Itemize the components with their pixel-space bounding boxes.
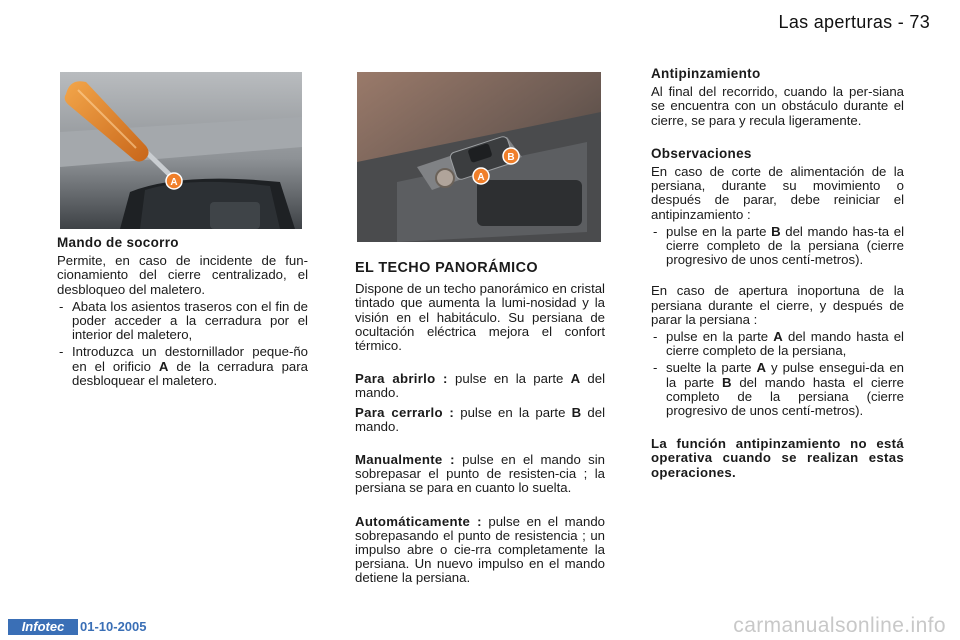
part-letter: B	[771, 223, 781, 239]
paragraph: Permite, en caso de incidente de fun-cionamiento del cierre centralizado, el desbloqueo del maletero.	[57, 253, 308, 297]
anti-pinch-section	[651, 67, 904, 480]
open-text: pulse en la parte	[447, 371, 571, 387]
close-label: Para cerrarlo :	[355, 404, 455, 420]
list-item-text: pulse en la parte	[666, 329, 774, 345]
list-item-text: suelte la parte	[666, 360, 757, 376]
list-dash: -	[59, 298, 64, 314]
list-dash: -	[653, 329, 658, 345]
list-dash: -	[653, 223, 658, 239]
list-item	[651, 225, 904, 268]
part-letter: A	[756, 360, 766, 376]
manual-text: pulse en el mando sin sobrepasar el punto de resisten-cia ; la persiana se para en cuanto lo suelta.	[355, 452, 605, 496]
page-title: Las aperturas - 73	[778, 12, 930, 32]
open-label: Para abrirlo :	[355, 371, 448, 387]
list-item	[651, 330, 904, 358]
label-b-marker: B	[507, 152, 515, 163]
auto-instruction	[355, 515, 605, 586]
list-item	[57, 300, 308, 343]
panoramic-roof-section	[355, 261, 605, 586]
open-instruction	[355, 372, 605, 400]
section-heading: Antipinzamiento	[651, 66, 761, 81]
infotec-logo: Infotec	[8, 619, 78, 635]
list-item-text: del mando hasta el cierre completo de la persiana (cierre progresivo de unos centí-metros).	[666, 374, 904, 419]
warning-note: La función antipinzamiento no está operativa cuando se realizan estas operaciones.	[651, 436, 904, 480]
list-item	[651, 361, 904, 418]
list-item-text: Abata los asientos traseros con el fin de poder acceder a la cerradura por el interior del maletero,	[72, 298, 308, 343]
paragraph: En caso de apertura inoportuna de la persiana durante el cierre, y después de parar la persiana :	[651, 283, 904, 327]
part-letter: B	[721, 374, 732, 390]
list-item-text: Introduzca un destornillador peque-ño en el orificio	[72, 344, 308, 374]
list-item-text: pulse en la parte	[666, 223, 772, 239]
list-item-text: del mando has-ta el cierre completo de la persiana (cierre progresivo de unos centí-metros).	[666, 223, 904, 268]
list-dash: -	[653, 360, 658, 376]
trunk-lock-illustration	[60, 72, 302, 229]
part-letter: A	[158, 358, 169, 374]
emergency-control-section	[57, 236, 308, 388]
label-a-marker: A	[170, 177, 178, 188]
part-letter: B	[571, 404, 582, 420]
roof-control-illustration	[357, 72, 601, 242]
section-heading: EL TECHO PANORÁMICO	[355, 260, 538, 276]
auto-label: Automáticamente :	[355, 513, 482, 529]
section-heading: Mando de socorro	[57, 235, 179, 250]
site-watermark: carmanualsonline.info	[733, 614, 946, 637]
part-letter: A	[570, 371, 581, 387]
list-item	[57, 345, 308, 388]
trunk-lock-photo	[60, 72, 302, 229]
part-letter: A	[773, 329, 783, 345]
list-item-text: y pulse ensegui-da en la parte	[666, 360, 904, 390]
section-heading: Observaciones	[651, 145, 752, 161]
paragraph: En caso de corte de alimentación de la persiana, durante su movimiento o después de parar, debe reiniciar el antipinzamiento :	[651, 164, 904, 222]
close-instruction	[355, 406, 605, 434]
open-text: del mando.	[355, 371, 606, 401]
list-item-text: del mando hasta el cierre completo de la persiana,	[666, 329, 904, 359]
paragraph: Dispone de un techo panorámico en cristal tintado que aumenta la lumi-nosidad y la visión en el habitáculo. Su persiana de ocultación eléctrica mejora el confort térmico.	[355, 281, 605, 354]
roof-control-photo	[357, 72, 601, 242]
auto-text: pulse en el mando sobrepasando el punto de resistencia ; un impulso abre o cie-rra completamente la persiana. Un nuevo impulso en el mando detiene la persiana.	[355, 513, 606, 586]
paragraph: Al final del recorrido, cuando la per-siana se encuentra con un obstáculo durante el cierre, se para y recula ligeramente.	[651, 84, 904, 128]
close-text: pulse en la parte	[454, 404, 572, 420]
edition-date: 01-10-2005	[80, 619, 147, 634]
close-text: del mando.	[355, 404, 606, 434]
manual-label: Manualmente :	[355, 452, 455, 468]
manual-instruction	[355, 453, 605, 496]
label-a-marker: A	[477, 172, 485, 183]
list-item-text: de la cerradura para desbloquear el maletero.	[72, 358, 308, 388]
list-dash: -	[59, 344, 64, 360]
